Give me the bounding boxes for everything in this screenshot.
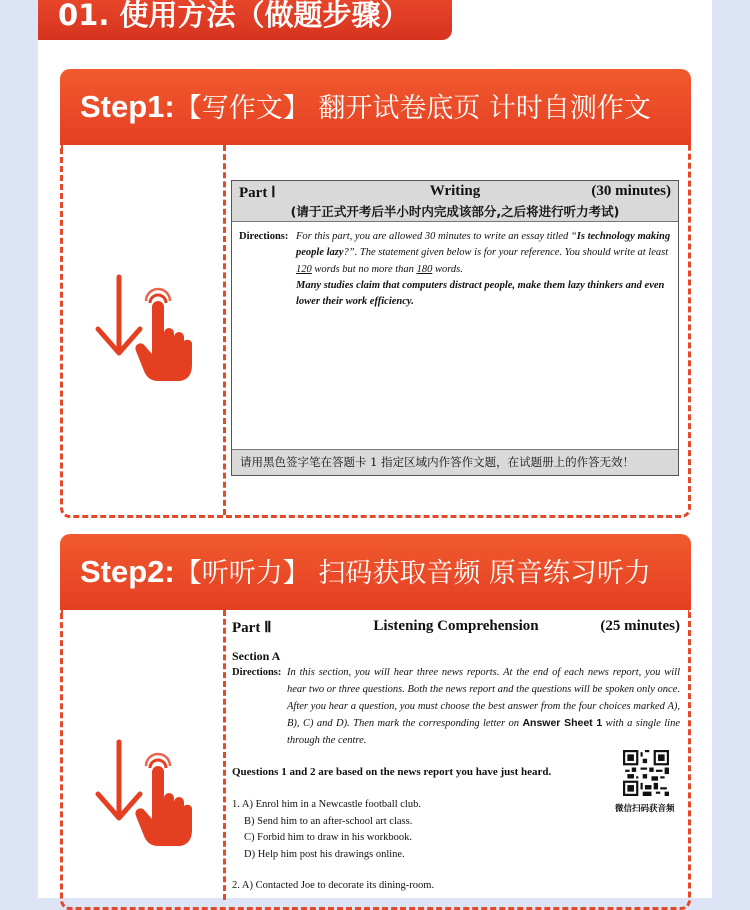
exam2-directions: In this section, you will hear three news reports. At the end of each news report, you will hear two or three questions. Both the news report and the questions will be spoken only once. After you hear a question, you must choose the best answer from the four choices marked A), B), C) and D). Then mark the corresponding letter on Answer Sheet 1 with a single line through the centre. [287, 667, 680, 747]
step2-title: 【听听力】 扫码获取音频 原音练习听力 [174, 558, 651, 589]
exam2-time: (25 minutes) [600, 618, 680, 634]
down-arrow-icon [98, 277, 140, 353]
step2-exam-preview [226, 610, 688, 898]
option-item: 1. A) Enrol him in a Newcastle football club. [232, 799, 421, 810]
step1-exam-preview [231, 180, 679, 476]
exam2-directions-label: Directions: [232, 667, 282, 678]
exam1-name: Writing [429, 183, 481, 199]
exam2-part: Part Ⅱ [232, 620, 272, 636]
step1-banner [60, 69, 691, 145]
exam1-time: (30 minutes) [591, 183, 671, 199]
exam1-statement: Many studies claim that computers distract people, make them lazy thinkers and even lower their work efficiency. [296, 279, 665, 308]
down-arrow-icon [98, 742, 140, 818]
qr-code-icon[interactable] [623, 750, 669, 796]
exam2-q1-options [232, 797, 421, 863]
step1-label: Step1: [80, 89, 175, 124]
exam2-q2-first: 2. A) Contacted Joe to decorate its dining-room. [232, 880, 435, 891]
exam2-name: Listening Comprehension [373, 618, 539, 634]
exam1-part: Part Ⅰ [239, 185, 276, 201]
option-item: B) Send him to an after-school art class. [244, 815, 413, 827]
step2-label: Step2: [80, 554, 175, 589]
step2-banner [60, 534, 691, 610]
option-item: C) Forbid him to draw in his workbook. [244, 832, 412, 844]
exam1-directions: For this part, you are allowed 30 minutes to write an essay titled “Is technology making people lazy?”. The statement given below is for your reference. You should write at least 120 words but no more than 180 words. Many studies claim that computers distract people, make them lazy thinkers and even lower their work efficiency. [296, 231, 671, 308]
pointing-hand-icon [135, 289, 192, 381]
step1-tap-icon [94, 273, 194, 383]
exam2-questions-intro: Questions 1 and 2 are based on the news report you have just heard. [232, 766, 552, 778]
option-item: D) Help him post his drawings online. [244, 848, 405, 860]
exam2-section: Section A [232, 649, 281, 663]
step2-tap-icon [94, 738, 194, 848]
exam1-footer: 请用黑色签字笔在答题卡 1 指定区域内作答作文题，在试题册上的作答无效！ [232, 449, 678, 475]
exam1-note: (请于正式开考后半小时内完成该部分,之后将进行听力考试) [290, 204, 620, 219]
qr-caption: 微信扫码获音频 [615, 804, 675, 814]
section-title: 01. 使用方法（做题步骤） [38, 0, 452, 40]
pointing-hand-icon [135, 754, 192, 846]
step1-divider [223, 145, 226, 515]
exam1-directions-label: Directions: [239, 231, 289, 242]
step1-title: 【写作文】 翻开试卷底页 计时自测作文 [174, 93, 651, 124]
